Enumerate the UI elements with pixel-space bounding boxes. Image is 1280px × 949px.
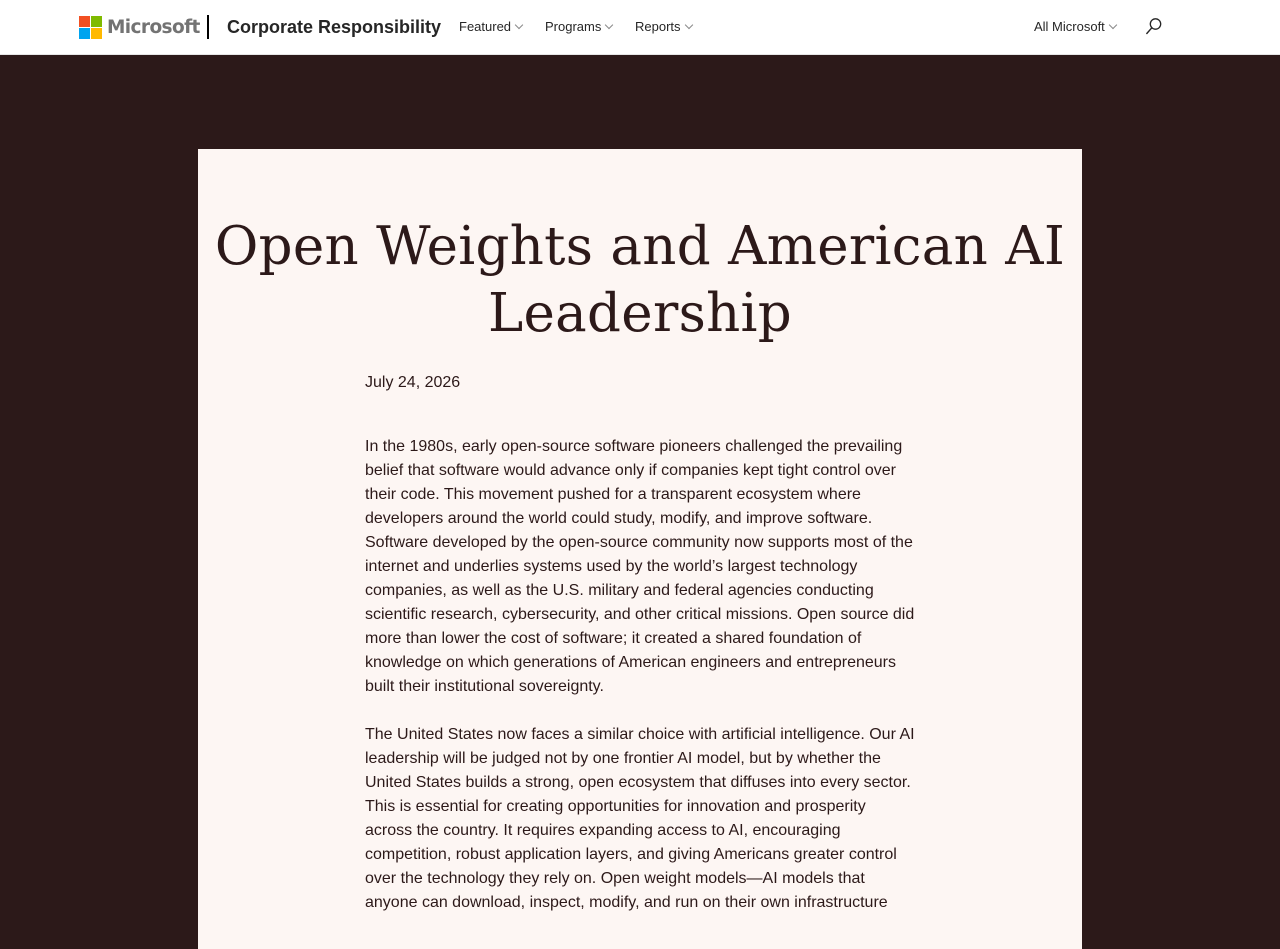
microsoft-logo[interactable] [79, 16, 200, 39]
article-paragraph: The United States now faces a similar choice with artificial intelligence. Our AI leadership will be judged not by one frontier AI model, but by whether the United States builds a strong, open ecosystem that diffuses into every sector. This is essential for creating opportunities for innovation and prosperity across the country. It requires expanding access to AI, encouraging competition, robust application layers, and giving Americans greater control over the technology they rely on. Open weight models—AI models that anyone can download, inspect, modify, and run on their own infrastructure [365, 726, 915, 911]
nav-featured-label: Featured [459, 19, 512, 34]
nav-reports-menu[interactable] [635, 18, 692, 35]
article-paragraph: In the 1980s, early open-source software pioneers challenged the prevailing belief that software would advance only if companies kept tight control over their code. This movement pushed for a transparent ecosystem where developers around the world could study, modify, and improve software. Software developed by the open-source community now supports most of the internet and underlies systems used by the world’s largest technology companies, as well as the U.S. military and federal agencies conducting scientific research, cybersecurity, and other critical missions. Open source did more than lower the cost of software; it created a shared foundation of knowledge on which generations of American engineers and entrepreneurs built their institutional sovereignty. [365, 438, 915, 695]
nav-programs-label: Programs [545, 19, 602, 34]
chevron-down-icon [515, 21, 523, 29]
article-body [365, 435, 915, 939]
all-microsoft-label: All Microsoft [1034, 19, 1105, 34]
nav-reports-label: Reports [635, 19, 681, 34]
chevron-down-icon [684, 21, 692, 29]
article-card [198, 149, 1082, 949]
article-title: Open Weights and American AI Leadership [214, 216, 1066, 344]
chevron-down-icon [605, 21, 613, 29]
all-microsoft-menu[interactable] [1034, 18, 1116, 35]
header-divider [207, 15, 209, 39]
site-title-link[interactable]: Corporate Responsibility [227, 17, 442, 37]
chevron-down-icon [1109, 21, 1117, 29]
search-icon [1145, 17, 1163, 37]
microsoft-wordmark: Microsoft [107, 17, 200, 38]
top-navigation [0, 0, 1280, 55]
article-date: July 24, 2026 [365, 374, 461, 391]
nav-featured-menu[interactable] [459, 18, 522, 35]
search-button[interactable] [1145, 17, 1163, 37]
nav-programs-menu[interactable] [545, 18, 612, 35]
microsoft-logo-icon [79, 16, 102, 39]
